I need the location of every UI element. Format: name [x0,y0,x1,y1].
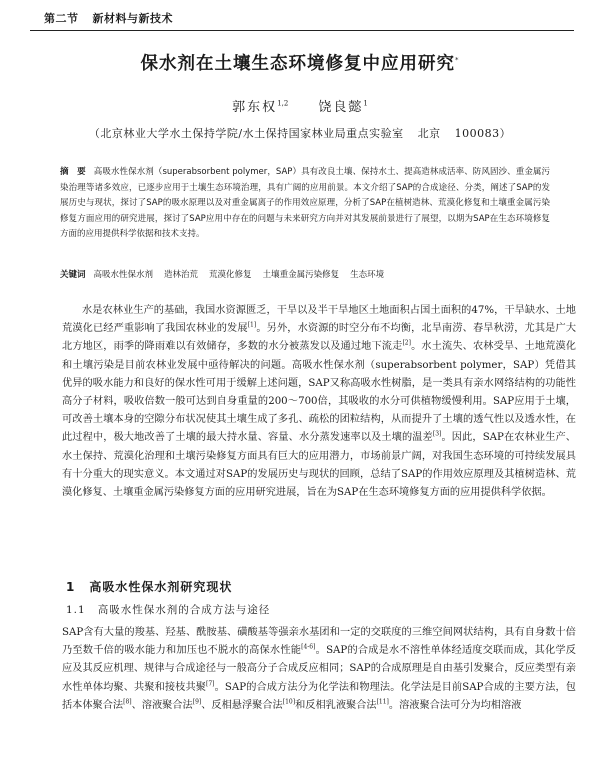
citation: [3] [432,431,442,439]
citation: [11] [376,698,389,706]
subsection-heading-text: 高吸水性保水剂的合成方法与途径 [97,604,271,616]
citation: [7] [206,680,215,688]
subsection-heading-number: 1.1 [66,604,86,616]
citation: [9] [192,698,202,706]
subsection-heading [66,602,270,617]
citation: [4-6] [301,643,316,651]
body-text: 、溶液聚合法 [131,699,193,711]
abstract-text: 高吸水性保水剂（superabsorbent polymer，SAP）具有改良土壤、保持水土、提高造林成活率、防风固沙、重金属污染治理等诸多效应，已逐步应用于土壤生态环境治理，具有广阔的应用前景。本文介绍了SAP的合成途径、分类，阐述了SAP的发展历史与现状，探讨了SAP的吸水原理以及对重金属离子的作用效应原理，分析了SAP在植树造林、荒漠化修复和土壤重金属污染修复方面应用的研究进展，探讨了SAP应用中存在的问题与未来研究方向并对其发展前景进行了展望，以期为SAP在生态环境修复方面的应用提供科学依据和技术支持。 [60,167,550,239]
citation: [1] [247,321,257,329]
body-text: 。溶液聚合法可分为均相溶液 [388,699,522,711]
body-text: 、反相悬浮聚合法 [201,699,283,711]
section-heading [66,578,232,595]
body-text: 和反相乳液聚合法 [295,699,377,711]
abstract [60,165,550,243]
author-affil-mark: 1,2 [277,99,289,108]
body-paragraph [62,624,576,715]
abstract-label: 摘 要 [60,167,86,177]
keywords-label: 关键词 [60,270,86,280]
section-title: 新材料与新技术 [92,12,173,25]
affiliation-city: 北京 [417,127,441,140]
running-header [44,10,173,26]
affiliation-text: （北京林业大学水土保持学院/水土保持国家林业局重点实验室 [88,127,404,140]
affiliation [0,125,600,141]
author-name: 郭东权 [232,100,278,115]
intro-paragraph [62,302,576,502]
intro-text: 。因此，SAP在农林业生产、水土保持、荒漠化治理和土壤污染修复方面具有巨大的应用潜力，市场前景广阔，对我国生态环境的可持续发展具有十分重大的现实意义。本文通过对SAP的发展历史与现状的回顾，总结了SAP的作用效应原理及其植树造林、荒漠化修复、土壤重金属污染修复方面的应用研究进展，旨在为SAP在生态环境修复方面的应用提供科学依据。 [62,432,576,499]
citation: [10] [282,698,296,706]
header-rule [30,30,574,31]
keyword: 土壤重金属污染修复 [262,270,340,280]
title-text: 保水剂在土壤生态环境修复中应用研究 [140,54,455,74]
keyword: 荒漠化修复 [209,270,252,280]
citation: [8] [123,698,132,706]
intro-text: 。水土流失、农林受旱、土地荒漠化和土壤污染是目前农林业发展中亟待解决的问题。高吸水性保水剂（superabsorbent polymer，SAP）凭借其优异的吸水能力和良好的保水性可用于缓解上述问题，SAP又称高吸水性树脂，是一类具有亲水网络结构的功能性高分子材料，吸收倍数一般可达到自身重量的200～700倍，其吸收的水分可供植物缓慢利用。SAP应用于土壤，可改善土壤本身的空隙分布状况使其土壤生成了多孔、疏松的团粒结构，从而提升了土壤的透气性以及透水性，在此过程中，极大地改善了土壤的最大持水量、容量、水分蒸发速率以及土壤的温差 [62,341,576,444]
keywords [60,268,550,283]
title-footnote-mark: * [455,56,460,65]
author-name: 饶良懿 [318,100,364,115]
author-affil-mark: 1 [363,99,368,108]
intro-text: 水是农林业生产的基础，我国水资源匮乏，干旱以及半干旱地区土地面积占国土面积的47%，干旱缺水、土地荒漠化已经严重影响了我国农林业的发展 [62,305,576,335]
body-text: 。SAP的合成是水不溶性单体经适度交联而成，其化学反应及其反应机理、规律与合成途径与一般高分子合成反应相同；SAP的合成原理是自由基引发聚合，反应类型有亲水性单体均聚、共聚和接枝共聚 [62,645,576,693]
affiliation-postcode: 100083） [454,127,512,140]
keyword: 生态环境 [350,270,385,280]
section-number: 第二节 [44,12,79,25]
intro-text: 。另外，水资源的时空分布不均衡，北旱南涝、春旱秋涝，尤其是广大北方地区，雨季的降雨难以有效储存，多数的水分被蒸发以及通过地下流走 [62,323,577,353]
section-heading-number: 1 [66,580,76,594]
citation: [2] [402,340,411,348]
keyword: 高吸水性保水剂 [93,270,154,280]
body-text: SAP含有大量的羧基、羟基、酰胺基、磺酸基等强亲水基团和一定的交联度的三维空间网状结构，具有自身数十倍乃至数千倍的吸水能力和加压也不脱水的高保水性能 [62,627,576,657]
keyword: 造林治荒 [164,270,199,280]
article-title [0,50,600,75]
section-heading-text: 高吸水性保水剂研究现状 [89,580,233,594]
author-line [0,96,600,115]
body-text: 。SAP的合成方法分为化学法和物理法。化学法是目前SAP合成的主要方法，包括本体聚合法 [62,681,576,711]
